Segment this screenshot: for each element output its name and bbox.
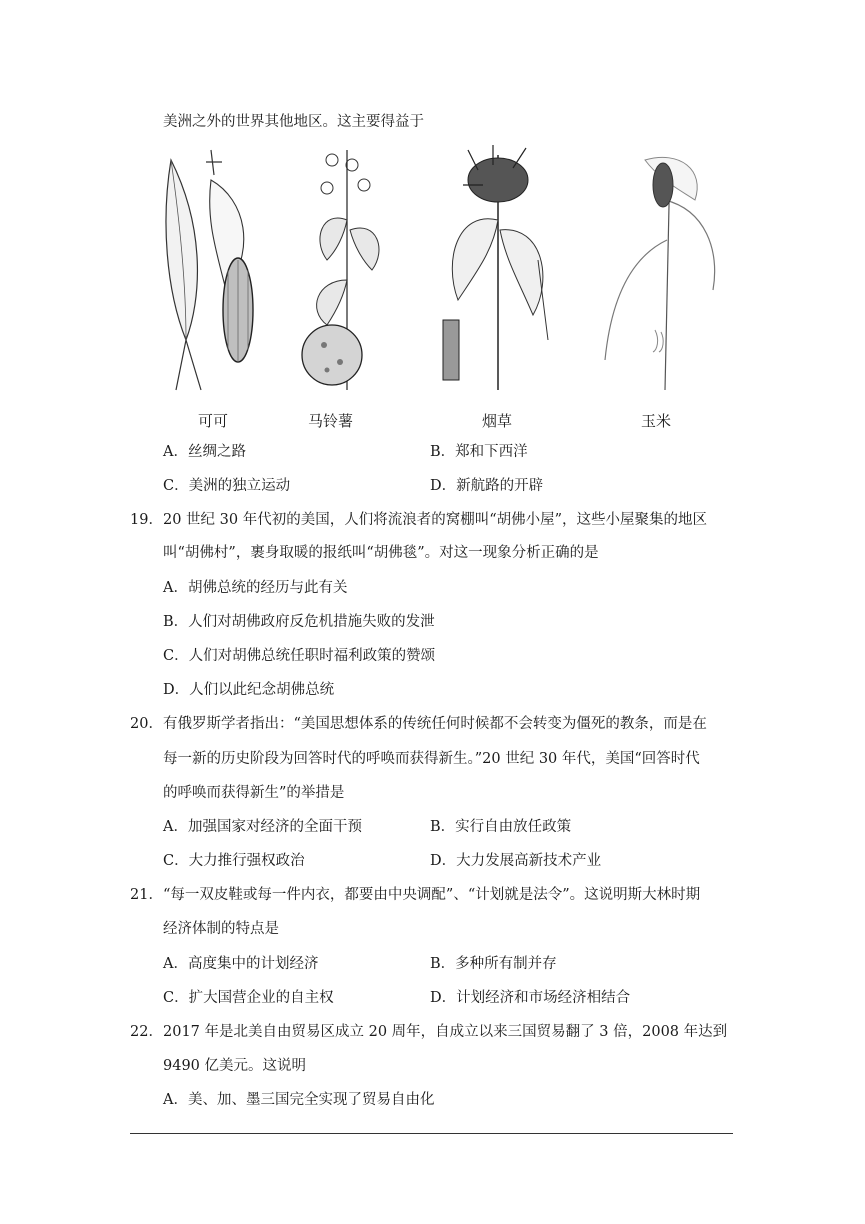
q19-stem-line1: 20 世纪 30 年代初的美国，人们将流浪者的窝棚叫“胡佛小屋”，这些小屋聚集的地区 xyxy=(163,512,708,528)
q19-option-a: A．胡佛总统的经历与此有关 xyxy=(163,580,348,596)
q20-option-d: D．大力发展高新技术产业 xyxy=(430,853,602,869)
potato-plant-icon xyxy=(292,140,402,395)
tobacco-plant-icon xyxy=(438,140,558,395)
q20-stem-line3: 的呼唤而获得新生”的举措是 xyxy=(163,785,345,801)
q18-option-d: D．新航路的开辟 xyxy=(430,478,544,494)
caption-potato: 马铃薯 xyxy=(308,412,354,430)
q19-option-d: D．人们以此纪念胡佛总统 xyxy=(163,682,335,698)
q22-number: 22． xyxy=(130,1024,163,1040)
figure-corn xyxy=(595,140,725,395)
q19-stem-line2: 叫“胡佛村”，裹身取暖的报纸叫“胡佛毯”。对这一现象分析正确的是 xyxy=(163,545,599,561)
q18-option-c: C．美洲的独立运动 xyxy=(163,478,291,494)
q22-option-a: A．美、加、墨三国完全实现了贸易自由化 xyxy=(163,1092,435,1108)
q21-stem-line2: 经济体制的特点是 xyxy=(163,921,279,937)
q19-option-c: C．人们对胡佛总统任职时福利政策的赞颂 xyxy=(163,648,436,664)
figure-cacao xyxy=(156,140,266,395)
q19-number: 19． xyxy=(130,512,163,528)
q21-stem-line1: “每一双皮鞋或每一件内衣，都要由中央调配”、“计划就是法令”。这说明斯大林时期 xyxy=(163,887,701,903)
q20-option-b: B．实行自由放任政策 xyxy=(430,819,572,835)
q21-option-c: C．扩大国营企业的自主权 xyxy=(163,990,334,1006)
q21-option-b: B．多种所有制并存 xyxy=(430,956,557,972)
intro-line: 美洲之外的世界其他地区。这主要得益于 xyxy=(163,114,424,130)
q21-option-d: D．计划经济和市场经济相结合 xyxy=(430,990,631,1006)
q20-stem-line2: 每一新的历史阶段为回答时代的呼唤而获得新生。”20 世纪 30 年代，美国“回答时代 xyxy=(163,751,700,767)
q20-stem-line1: 有俄罗斯学者指出：“美国思想体系的传统任何时候都不会转变为僵死的教条，而是在 xyxy=(163,716,707,732)
footer-rule xyxy=(130,1133,733,1134)
q20-option-a: A．加强国家对经济的全面干预 xyxy=(163,819,362,835)
caption-cacao: 可可 xyxy=(198,412,229,430)
q22-stem-line1: 2017 年是北美自由贸易区成立 20 周年，自成立以来三国贸易翻了 3 倍，2008 年达到 xyxy=(163,1024,728,1040)
cacao-plant-icon xyxy=(156,140,266,395)
q21-number: 21． xyxy=(130,887,163,903)
caption-corn: 玉米 xyxy=(641,412,672,430)
q19-option-b: B．人们对胡佛政府反危机措施失败的发泄 xyxy=(163,614,435,630)
figure-tobacco xyxy=(438,140,558,395)
q21-option-a: A．高度集中的计划经济 xyxy=(163,956,319,972)
q20-number: 20． xyxy=(130,716,163,732)
q18-option-a: A．丝绸之路 xyxy=(163,444,246,460)
q22-stem-line2: 9490 亿美元。这说明 xyxy=(163,1058,307,1074)
crop-figures xyxy=(150,140,735,430)
q18-option-b: B．郑和下西洋 xyxy=(430,444,528,460)
caption-tobacco: 烟草 xyxy=(482,412,513,430)
q20-option-c: C．大力推行强权政治 xyxy=(163,853,305,869)
corn-plant-icon xyxy=(595,140,725,395)
figure-potato xyxy=(292,140,402,395)
